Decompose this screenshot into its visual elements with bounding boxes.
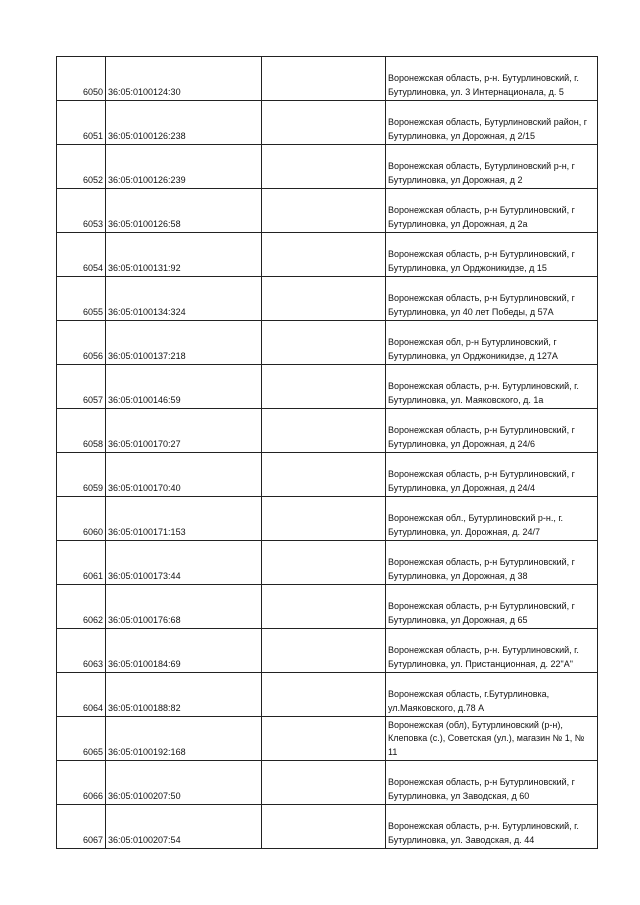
cadastral-number: 36:05:0100192:168 (106, 717, 262, 761)
row-number: 6052 (57, 145, 106, 189)
address: Воронежская область, г.Бутурлиновка, ул.Маяковского, д.78 А (386, 673, 598, 717)
address: Воронежская область, р-н. Бутурлиновский, г. Бутурлиновка, ул. Заводская, д. 44 (386, 805, 598, 849)
cadastral-number: 36:05:0100176:68 (106, 585, 262, 629)
cadastral-number: 36:05:0100146:59 (106, 365, 262, 409)
address: Воронежская область, р-н Бутурлиновский, г Бутурлиновка, ул Дорожная, д 24/4 (386, 453, 598, 497)
empty-cell (262, 453, 386, 497)
row-number: 6066 (57, 761, 106, 805)
address: Воронежская область, р-н Бутурлиновский, г Бутурлиновка, ул 40 лет Победы, д 57А (386, 277, 598, 321)
empty-cell (262, 277, 386, 321)
table-row (57, 365, 598, 409)
row-number: 6053 (57, 189, 106, 233)
table-row (57, 101, 598, 145)
row-number: 6061 (57, 541, 106, 585)
empty-cell (262, 585, 386, 629)
empty-cell (262, 233, 386, 277)
empty-cell (262, 409, 386, 453)
table-row (57, 497, 598, 541)
empty-cell (262, 101, 386, 145)
address: Воронежская область, Бутурлиновский район, г Бутурлиновка, ул Дорожная, д 2/15 (386, 101, 598, 145)
empty-cell (262, 761, 386, 805)
empty-cell (262, 629, 386, 673)
table-row (57, 233, 598, 277)
cadastral-number: 36:05:0100126:58 (106, 189, 262, 233)
address: Воронежская область, р-н Бутурлиновский, г Бутурлиновка, ул Дорожная, д 38 (386, 541, 598, 585)
table-row (57, 453, 598, 497)
cadastral-number: 36:05:0100171:153 (106, 497, 262, 541)
row-number: 6063 (57, 629, 106, 673)
table-row (57, 805, 598, 849)
cadastral-number: 36:05:0100207:54 (106, 805, 262, 849)
table-row (57, 409, 598, 453)
cadastral-number: 36:05:0100126:238 (106, 101, 262, 145)
cadastral-number: 36:05:0100170:27 (106, 409, 262, 453)
address: Воронежская область, Бутурлиновский р-н, г Бутурлиновка, ул Дорожная, д 2 (386, 145, 598, 189)
empty-cell (262, 145, 386, 189)
empty-cell (262, 673, 386, 717)
empty-cell (262, 805, 386, 849)
table-row (57, 629, 598, 673)
empty-cell (262, 189, 386, 233)
table-row (57, 189, 598, 233)
address: Воронежская область, р-н. Бутурлиновский, г. Бутурлиновка, ул. Пристанционная, д. 22"А" (386, 629, 598, 673)
empty-cell (262, 57, 386, 101)
row-number: 6056 (57, 321, 106, 365)
address: Воронежская область, р-н Бутурлиновский, г Бутурлиновка, ул Дорожная, д 2а (386, 189, 598, 233)
cadastral-number: 36:05:0100207:50 (106, 761, 262, 805)
table-row (57, 717, 598, 761)
empty-cell (262, 717, 386, 761)
empty-cell (262, 497, 386, 541)
table-row (57, 541, 598, 585)
table-row (57, 761, 598, 805)
cadastral-number: 36:05:0100131:92 (106, 233, 262, 277)
empty-cell (262, 321, 386, 365)
row-number: 6058 (57, 409, 106, 453)
row-number: 6057 (57, 365, 106, 409)
cadastral-number: 36:05:0100124:30 (106, 57, 262, 101)
address: Воронежская (обл), Бутурлиновский (р-н), Клеповка (с.), Советская (ул.), магазин № 1, № 11 (386, 717, 598, 761)
row-number: 6060 (57, 497, 106, 541)
cadastral-number: 36:05:0100184:69 (106, 629, 262, 673)
row-number: 6065 (57, 717, 106, 761)
cadastral-number: 36:05:0100188:82 (106, 673, 262, 717)
table-row (57, 321, 598, 365)
address: Воронежская область, р-н Бутурлиновский, г Бутурлиновка, ул Заводская, д 60 (386, 761, 598, 805)
table-row (57, 277, 598, 321)
cadastral-number: 36:05:0100170:40 (106, 453, 262, 497)
address: Воронежская область, р-н Бутурлиновский, г Бутурлиновка, ул Орджоникидзе, д 15 (386, 233, 598, 277)
row-number: 6055 (57, 277, 106, 321)
row-number: 6051 (57, 101, 106, 145)
table-row (57, 57, 598, 101)
cadastral-number: 36:05:0100126:239 (106, 145, 262, 189)
table-row (57, 673, 598, 717)
empty-cell (262, 365, 386, 409)
table-row (57, 145, 598, 189)
cadastral-number: 36:05:0100173:44 (106, 541, 262, 585)
property-registry-table (56, 56, 598, 849)
address: Воронежская обл., Бутурлиновский р-н., г. Бутурлиновка, ул. Дорожная, д. 24/7 (386, 497, 598, 541)
address: Воронежская обл, р-н Бутурлиновский, г Бутурлиновка, ул Орджоникидзе, д 127А (386, 321, 598, 365)
address: Воронежская область, р-н Бутурлиновский, г Бутурлиновка, ул Дорожная, д 24/6 (386, 409, 598, 453)
cadastral-number: 36:05:0100137:218 (106, 321, 262, 365)
row-number: 6054 (57, 233, 106, 277)
row-number: 6050 (57, 57, 106, 101)
row-number: 6064 (57, 673, 106, 717)
address: Воронежская область, р-н. Бутурлиновский, г. Бутурлиновка, ул. 3 Интернационала, д. 5 (386, 57, 598, 101)
row-number: 6059 (57, 453, 106, 497)
cadastral-number: 36:05:0100134:324 (106, 277, 262, 321)
row-number: 6062 (57, 585, 106, 629)
table-row (57, 585, 598, 629)
row-number: 6067 (57, 805, 106, 849)
empty-cell (262, 541, 386, 585)
address: Воронежская область, р-н Бутурлиновский, г Бутурлиновка, ул Дорожная, д 65 (386, 585, 598, 629)
address: Воронежская область, р-н. Бутурлиновский, г. Бутурлиновка, ул. Маяковского, д. 1а (386, 365, 598, 409)
